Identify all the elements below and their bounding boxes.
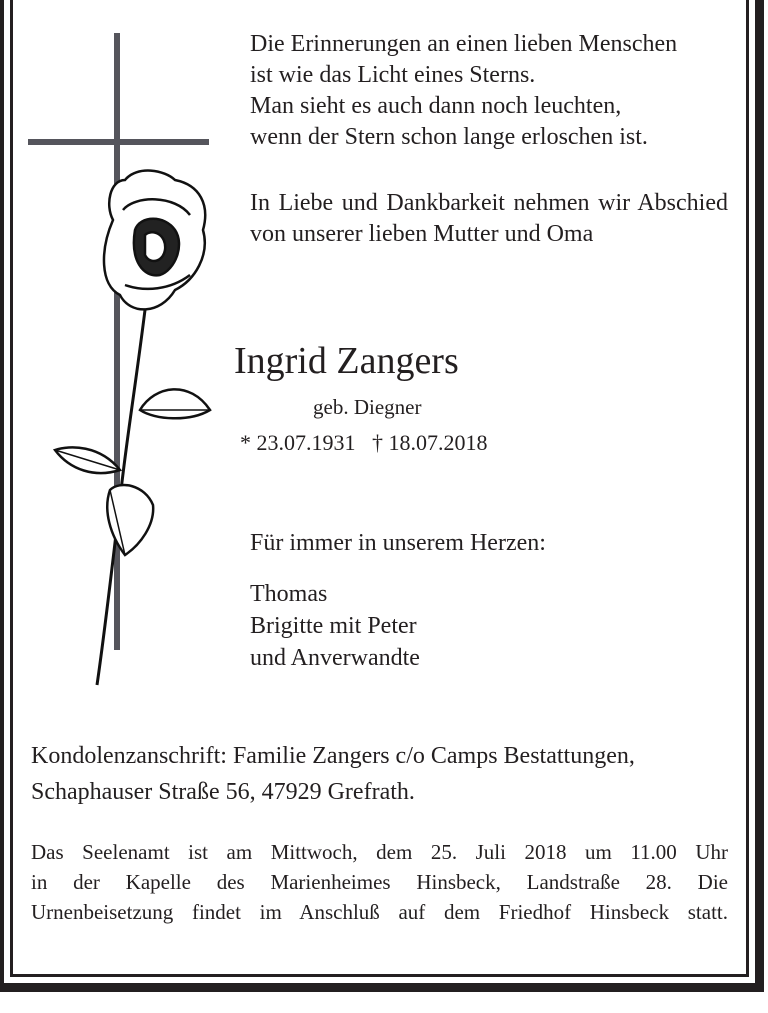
- cross-and-rose-illustration: [25, 30, 225, 690]
- service-line: Das Seelenamt ist am Mittwoch, dem 25. Juli 2018 um 11.00 Uhr: [31, 840, 728, 864]
- life-dates: [240, 430, 488, 456]
- mourner: Thomas: [250, 581, 328, 607]
- birth-name: geb. Diegner: [313, 395, 422, 419]
- mourner: Brigitte mit Peter: [250, 613, 417, 639]
- mourners-list: [250, 578, 420, 674]
- cross-vertical: [114, 33, 120, 650]
- farewell-text: In Liebe und Dankbarkeit nehmen wir Abschied von unserer lieben Mutter und Oma: [250, 190, 728, 247]
- condolence-line: Schaphauser Straße 56, 47929 Grefrath.: [31, 779, 415, 805]
- cross-horizontal: [28, 139, 209, 145]
- condolence-address: [31, 738, 635, 810]
- service-line: in der Kapelle des Marienheimes Hinsbeck, Landstraße 28. Die: [31, 870, 728, 894]
- condolence-line: Kondolenzanschrift: Familie Zangers c/o Camps Bestattungen,: [31, 743, 635, 769]
- poem-line: wenn der Stern schon lange erloschen ist.: [250, 124, 648, 150]
- death-date: † 18.07.2018: [372, 430, 488, 455]
- poem-line: Man sieht es auch dann noch leuchten,: [250, 93, 622, 119]
- poem-line: Die Erinnerungen an einen lieben Menschen: [250, 31, 678, 57]
- mourner: und Anverwandte: [250, 645, 420, 671]
- poem-line: ist wie das Licht eines Sterns.: [250, 62, 536, 88]
- rose-icon: [55, 171, 210, 685]
- forever-heading: Für immer in unserem Herzen:: [250, 530, 546, 556]
- poem: [250, 29, 677, 153]
- service-line: Urnenbeisetzung findet im Anschluß auf dem Friedhof Hinsbeck statt.: [31, 900, 728, 924]
- deceased-name: Ingrid Zangers: [234, 340, 459, 382]
- birth-date: * 23.07.1931: [240, 430, 356, 455]
- service-info: [31, 837, 728, 927]
